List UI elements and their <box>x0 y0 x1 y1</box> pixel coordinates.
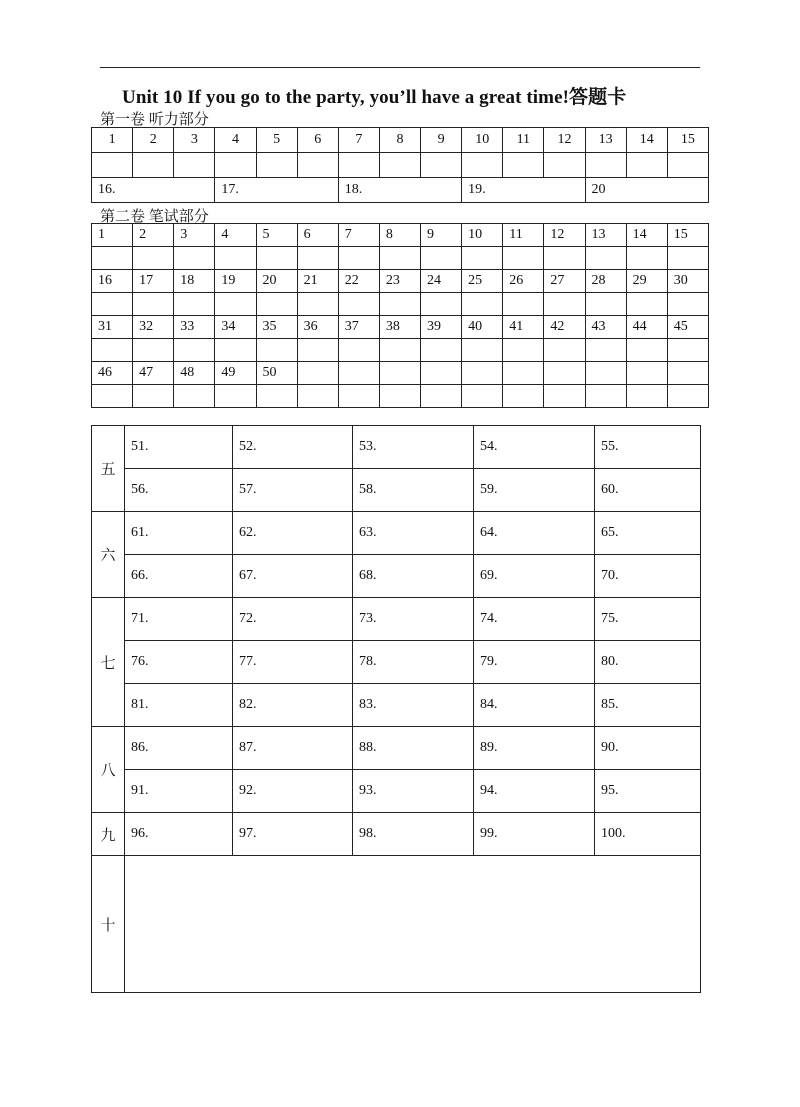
question-number-cell: 9 <box>421 224 462 247</box>
empty-cell <box>503 362 544 385</box>
empty-cell <box>667 362 708 385</box>
answer-cell[interactable] <box>503 247 544 270</box>
answer-cell[interactable] <box>92 247 133 270</box>
answer-cell[interactable]: 92. <box>233 770 353 813</box>
listening-fill-row <box>92 178 709 203</box>
written-number-row <box>92 224 709 247</box>
question-number-cell: 13 <box>585 224 626 247</box>
question-number-cell: 27 <box>544 270 585 293</box>
answer-cell[interactable] <box>667 153 708 178</box>
answer-cell[interactable] <box>626 153 667 178</box>
answer-cell[interactable] <box>338 153 379 178</box>
answer-cell[interactable]: 74. <box>474 598 595 641</box>
question-number-cell: 7 <box>338 128 379 153</box>
question-number-cell: 12 <box>544 128 585 153</box>
question-number-cell: 38 <box>379 316 420 339</box>
answer-cell[interactable]: 53. <box>353 426 474 469</box>
answer-cell[interactable]: 57. <box>233 469 353 512</box>
answer-cell[interactable] <box>503 153 544 178</box>
question-number-cell: 14 <box>626 128 667 153</box>
question-number-cell: 48 <box>174 362 215 385</box>
answer-cell[interactable] <box>297 153 338 178</box>
answer-cell[interactable] <box>215 293 256 316</box>
answer-cell[interactable] <box>133 385 174 408</box>
answer-cell[interactable] <box>92 293 133 316</box>
section-label: 五 <box>92 426 125 512</box>
answer-cell[interactable] <box>174 153 215 178</box>
written-number-row <box>92 316 709 339</box>
empty-cell <box>421 362 462 385</box>
question-number-cell: 1 <box>92 128 133 153</box>
answer-cell[interactable] <box>297 293 338 316</box>
answer-cell[interactable]: 87. <box>233 727 353 770</box>
answer-cell[interactable] <box>215 339 256 362</box>
answer-cell[interactable]: 95. <box>595 770 701 813</box>
answer-cell[interactable] <box>133 339 174 362</box>
question-number-cell: 3 <box>174 128 215 153</box>
section-label: 九 <box>92 813 125 856</box>
answer-cell[interactable]: 96. <box>125 813 233 856</box>
answer-cell[interactable] <box>544 153 585 178</box>
answer-cell[interactable] <box>338 385 379 408</box>
question-number-cell: 32 <box>133 316 174 339</box>
answer-cell[interactable] <box>379 247 420 270</box>
answer-cell[interactable] <box>338 293 379 316</box>
answer-cell[interactable] <box>256 339 297 362</box>
answer-cell[interactable]: 54. <box>474 426 595 469</box>
writing-area[interactable] <box>125 856 701 993</box>
section-label: 十 <box>92 856 125 993</box>
answer-cell[interactable] <box>462 247 503 270</box>
question-number-cell: 24 <box>421 270 462 293</box>
answer-cell[interactable] <box>256 247 297 270</box>
answer-cell[interactable] <box>462 339 503 362</box>
question-number-cell: 18 <box>174 270 215 293</box>
answer-cell[interactable]: 100. <box>595 813 701 856</box>
answer-cell[interactable]: 60. <box>595 469 701 512</box>
question-number-cell: 31 <box>92 316 133 339</box>
answer-cell[interactable] <box>667 339 708 362</box>
answer-cell[interactable]: 58. <box>353 469 474 512</box>
answer-cell[interactable] <box>297 385 338 408</box>
question-number-cell: 36 <box>297 316 338 339</box>
answer-cell[interactable] <box>503 339 544 362</box>
answer-cell[interactable] <box>626 247 667 270</box>
top-rule <box>100 67 700 68</box>
section-label: 八 <box>92 727 125 813</box>
answer-cell[interactable]: 71. <box>125 598 233 641</box>
answer-cell[interactable] <box>215 385 256 408</box>
answer-cell[interactable] <box>667 293 708 316</box>
answer-cell[interactable]: 70. <box>595 555 701 598</box>
answer-cell[interactable] <box>667 385 708 408</box>
question-number-cell: 23 <box>379 270 420 293</box>
written-answer-table <box>91 223 709 408</box>
question-number-cell: 5 <box>256 128 297 153</box>
answer-cell[interactable]: 77. <box>233 641 353 684</box>
answer-cell[interactable] <box>92 385 133 408</box>
answer-cell[interactable]: 80. <box>595 641 701 684</box>
question-number-cell: 25 <box>462 270 503 293</box>
answer-cell[interactable] <box>92 339 133 362</box>
section-row <box>92 598 701 641</box>
answer-cell[interactable]: 63. <box>353 512 474 555</box>
answer-cell[interactable] <box>133 247 174 270</box>
answer-cell[interactable]: 86. <box>125 727 233 770</box>
answer-cell[interactable]: 88. <box>353 727 474 770</box>
answer-cell[interactable]: 51. <box>125 426 233 469</box>
question-number-cell: 16 <box>92 270 133 293</box>
fill-in-answer-cell[interactable]: 18. <box>338 178 461 203</box>
answer-cell[interactable]: 78. <box>353 641 474 684</box>
section-row <box>92 641 701 684</box>
answer-cell[interactable] <box>626 293 667 316</box>
written-number-row <box>92 362 709 385</box>
question-number-cell: 50 <box>256 362 297 385</box>
question-number-cell: 28 <box>585 270 626 293</box>
written-number-row <box>92 270 709 293</box>
question-number-cell: 44 <box>626 316 667 339</box>
answer-cell[interactable] <box>503 293 544 316</box>
answer-cell[interactable] <box>626 385 667 408</box>
answer-cell[interactable] <box>174 293 215 316</box>
answer-cell[interactable] <box>462 293 503 316</box>
section-label: 七 <box>92 598 125 727</box>
answer-cell[interactable] <box>626 339 667 362</box>
question-number-cell: 2 <box>133 224 174 247</box>
question-number-cell: 10 <box>462 224 503 247</box>
answer-cell[interactable]: 69. <box>474 555 595 598</box>
question-number-cell: 26 <box>503 270 544 293</box>
answer-cell[interactable] <box>421 153 462 178</box>
answer-cell[interactable]: 64. <box>474 512 595 555</box>
answer-cell[interactable] <box>174 339 215 362</box>
answer-cell[interactable] <box>462 153 503 178</box>
question-number-cell: 2 <box>133 128 174 153</box>
answer-cell[interactable]: 91. <box>125 770 233 813</box>
part1-heading: 第一卷 听力部分 <box>100 112 209 128</box>
section-label: 六 <box>92 512 125 598</box>
page-title: Unit 10 If you go to the party, you’ll have a great time!答题卡 <box>122 87 627 108</box>
answer-cell[interactable]: 76. <box>125 641 233 684</box>
written-answer-row <box>92 293 709 316</box>
answer-cell[interactable]: 72. <box>233 598 353 641</box>
question-number-cell: 4 <box>215 224 256 247</box>
answer-cell[interactable] <box>256 385 297 408</box>
empty-cell <box>338 362 379 385</box>
answer-cell[interactable] <box>503 385 544 408</box>
answer-cell[interactable] <box>544 339 585 362</box>
fill-in-answer-cell[interactable]: 16. <box>92 178 215 203</box>
question-number-cell: 29 <box>626 270 667 293</box>
answer-cell[interactable] <box>585 153 626 178</box>
section-row <box>92 727 701 770</box>
answer-cell[interactable]: 79. <box>474 641 595 684</box>
answer-cell[interactable]: 62. <box>233 512 353 555</box>
answer-cell[interactable]: 81. <box>125 684 233 727</box>
answer-cell[interactable] <box>379 385 420 408</box>
answer-cell[interactable]: 75. <box>595 598 701 641</box>
question-number-cell: 22 <box>338 270 379 293</box>
answer-cell[interactable] <box>379 153 420 178</box>
answer-cell[interactable] <box>544 247 585 270</box>
answer-cell[interactable] <box>421 339 462 362</box>
empty-cell <box>544 362 585 385</box>
question-number-cell: 17 <box>133 270 174 293</box>
question-number-cell: 19 <box>215 270 256 293</box>
answer-cell[interactable]: 66. <box>125 555 233 598</box>
answer-cell[interactable] <box>297 339 338 362</box>
section-row <box>92 684 701 727</box>
answer-cell[interactable]: 97. <box>233 813 353 856</box>
answer-cell[interactable]: 56. <box>125 469 233 512</box>
question-number-cell: 34 <box>215 316 256 339</box>
empty-cell <box>462 362 503 385</box>
question-number-cell: 11 <box>503 224 544 247</box>
question-number-cell: 47 <box>133 362 174 385</box>
answer-cell[interactable] <box>585 339 626 362</box>
answer-cell[interactable] <box>379 293 420 316</box>
question-number-cell: 4 <box>215 128 256 153</box>
question-number-cell: 7 <box>338 224 379 247</box>
answer-cell[interactable] <box>297 247 338 270</box>
answer-cell[interactable]: 89. <box>474 727 595 770</box>
answer-cell[interactable]: 93. <box>353 770 474 813</box>
listening-answer-table <box>91 127 709 203</box>
answer-cell[interactable] <box>256 293 297 316</box>
section-row <box>92 555 701 598</box>
question-number-cell: 30 <box>667 270 708 293</box>
answer-cell[interactable] <box>462 385 503 408</box>
answer-cell[interactable] <box>421 247 462 270</box>
empty-cell <box>297 362 338 385</box>
answer-cell[interactable] <box>256 153 297 178</box>
fill-in-answer-cell[interactable]: 17. <box>215 178 338 203</box>
section-row <box>92 426 701 469</box>
empty-cell <box>379 362 420 385</box>
answer-cell[interactable]: 73. <box>353 598 474 641</box>
answer-cell[interactable]: 99. <box>474 813 595 856</box>
answer-cell[interactable] <box>544 293 585 316</box>
answer-cell[interactable]: 59. <box>474 469 595 512</box>
question-number-cell: 5 <box>256 224 297 247</box>
answer-cell[interactable] <box>174 385 215 408</box>
answer-cell[interactable] <box>133 293 174 316</box>
question-number-cell: 1 <box>92 224 133 247</box>
question-number-cell: 45 <box>667 316 708 339</box>
section-row <box>92 770 701 813</box>
question-number-cell: 42 <box>544 316 585 339</box>
section-row <box>92 813 701 856</box>
answer-cell[interactable]: 85. <box>595 684 701 727</box>
answer-cell[interactable] <box>421 385 462 408</box>
listening-answer-row <box>92 153 709 178</box>
answer-cell[interactable] <box>215 247 256 270</box>
empty-cell <box>626 362 667 385</box>
answer-cell[interactable]: 90. <box>595 727 701 770</box>
answer-cell[interactable]: 82. <box>233 684 353 727</box>
fill-in-answer-cell[interactable]: 20 <box>585 178 708 203</box>
question-number-cell: 11 <box>503 128 544 153</box>
empty-cell <box>585 362 626 385</box>
answer-cell[interactable]: 67. <box>233 555 353 598</box>
question-number-cell: 8 <box>379 224 420 247</box>
answer-cell[interactable]: 83. <box>353 684 474 727</box>
answer-cell[interactable]: 98. <box>353 813 474 856</box>
question-number-cell: 9 <box>421 128 462 153</box>
question-number-cell: 15 <box>667 224 708 247</box>
section-row <box>92 856 701 993</box>
written-response-table <box>91 425 701 993</box>
listening-number-row <box>92 128 709 153</box>
question-number-cell: 10 <box>462 128 503 153</box>
written-answer-row <box>92 247 709 270</box>
question-number-cell: 41 <box>503 316 544 339</box>
answer-cell[interactable] <box>585 385 626 408</box>
question-number-cell: 46 <box>92 362 133 385</box>
answer-cell[interactable] <box>338 339 379 362</box>
answer-cell[interactable]: 55. <box>595 426 701 469</box>
answer-cell[interactable] <box>667 247 708 270</box>
answer-cell[interactable] <box>585 247 626 270</box>
question-number-cell: 12 <box>544 224 585 247</box>
question-number-cell: 33 <box>174 316 215 339</box>
answer-cell[interactable] <box>92 153 133 178</box>
question-number-cell: 35 <box>256 316 297 339</box>
question-number-cell: 15 <box>667 128 708 153</box>
answer-cell[interactable]: 68. <box>353 555 474 598</box>
answer-cell[interactable]: 84. <box>474 684 595 727</box>
question-number-cell: 14 <box>626 224 667 247</box>
fill-in-answer-cell[interactable]: 19. <box>462 178 585 203</box>
question-number-cell: 37 <box>338 316 379 339</box>
answer-cell[interactable] <box>338 247 379 270</box>
part2-heading: 第二卷 笔试部分 <box>100 209 209 225</box>
answer-cell[interactable] <box>174 247 215 270</box>
section-row <box>92 469 701 512</box>
answer-cell[interactable] <box>215 153 256 178</box>
answer-cell[interactable] <box>379 339 420 362</box>
written-answer-row <box>92 385 709 408</box>
question-number-cell: 6 <box>297 128 338 153</box>
question-number-cell: 39 <box>421 316 462 339</box>
answer-cell[interactable]: 65. <box>595 512 701 555</box>
answer-cell[interactable]: 61. <box>125 512 233 555</box>
question-number-cell: 49 <box>215 362 256 385</box>
answer-cell[interactable] <box>585 293 626 316</box>
section-row <box>92 512 701 555</box>
question-number-cell: 13 <box>585 128 626 153</box>
answer-cell[interactable]: 94. <box>474 770 595 813</box>
question-number-cell: 3 <box>174 224 215 247</box>
answer-cell[interactable] <box>133 153 174 178</box>
answer-cell[interactable] <box>421 293 462 316</box>
question-number-cell: 6 <box>297 224 338 247</box>
answer-cell[interactable] <box>544 385 585 408</box>
question-number-cell: 40 <box>462 316 503 339</box>
written-answer-row <box>92 339 709 362</box>
question-number-cell: 43 <box>585 316 626 339</box>
question-number-cell: 21 <box>297 270 338 293</box>
question-number-cell: 8 <box>379 128 420 153</box>
answer-cell[interactable]: 52. <box>233 426 353 469</box>
question-number-cell: 20 <box>256 270 297 293</box>
